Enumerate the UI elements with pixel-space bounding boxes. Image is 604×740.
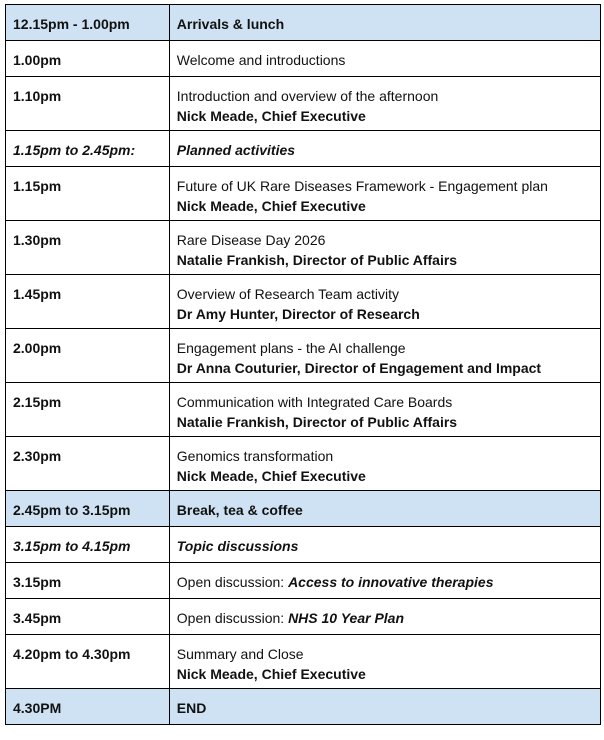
agenda-time: 1.30pm: [6, 221, 170, 275]
agenda-speaker: Dr Amy Hunter, Director of Research: [176, 305, 420, 322]
agenda-row-end: [6, 689, 601, 725]
agenda-time: 3.15pm: [6, 563, 170, 599]
agenda-title: Break, tea & coffee: [169, 491, 600, 527]
agenda-title-prefix: Open discussion:: [176, 574, 289, 590]
agenda-time: 2.45pm to 3.15pm: [6, 491, 170, 527]
agenda-time: 3.15pm to 4.15pm: [6, 527, 170, 563]
agenda-time: 4.30PM: [6, 689, 170, 725]
agenda-row-welcome: [6, 41, 601, 77]
agenda-row-break: [6, 491, 601, 527]
agenda-row-arrivals: [6, 5, 601, 41]
agenda-title: Overview of Research Team activity: [176, 286, 400, 302]
agenda-row-summary: [6, 635, 601, 689]
agenda-speaker: Nick Meade, Chief Executive: [176, 197, 366, 214]
agenda-section-planned-activities: [6, 131, 601, 167]
agenda-time: 1.15pm: [6, 167, 170, 221]
agenda-title: Welcome and introductions: [169, 41, 600, 77]
agenda-title-prefix: Open discussion:: [176, 610, 289, 626]
agenda-speaker: Nick Meade, Chief Executive: [176, 467, 366, 484]
agenda-title: Engagement plans - the AI challenge: [176, 340, 406, 356]
agenda-time: 1.15pm to 2.45pm:: [6, 131, 170, 167]
agenda-cell: [169, 563, 600, 599]
agenda-cell: [169, 167, 600, 221]
agenda-title: Rare Disease Day 2026: [176, 232, 326, 248]
agenda-section-topic-discussions: [6, 527, 601, 563]
agenda-time: 2.00pm: [6, 329, 170, 383]
agenda-cell: [169, 221, 600, 275]
agenda-cell: [169, 437, 600, 491]
agenda-row-innovative-therapies: [6, 563, 601, 599]
agenda-row-ai-challenge: [6, 329, 601, 383]
agenda-cell: [169, 275, 600, 329]
agenda-cell: [169, 329, 600, 383]
agenda-title: Arrivals & lunch: [169, 5, 600, 41]
agenda-title-emphasis: NHS 10 Year Plan: [288, 610, 405, 626]
agenda-title: Summary and Close: [176, 646, 304, 662]
agenda-row-nhs-plan: [6, 599, 601, 635]
agenda-time: 2.30pm: [6, 437, 170, 491]
agenda-time: 1.45pm: [6, 275, 170, 329]
agenda-time: 4.20pm to 4.30pm: [6, 635, 170, 689]
agenda-title: END: [169, 689, 600, 725]
agenda-speaker: Nick Meade, Chief Executive: [176, 107, 366, 124]
agenda-row-framework: [6, 167, 601, 221]
agenda-cell: [169, 599, 600, 635]
agenda-speaker: Natalie Frankish, Director of Public Affairs: [176, 251, 458, 268]
agenda-speaker: Natalie Frankish, Director of Public Affairs: [176, 413, 458, 430]
agenda-cell: [169, 383, 600, 437]
agenda-title-emphasis: Access to innovative therapies: [288, 574, 494, 590]
agenda-time: 3.45pm: [6, 599, 170, 635]
agenda-title: Communication with Integrated Care Boards: [176, 394, 453, 410]
agenda-row-rare-disease-day: [6, 221, 601, 275]
agenda-row-introduction: [6, 77, 601, 131]
agenda-time: 12.15pm - 1.00pm: [6, 5, 170, 41]
agenda-title: Genomics transformation: [176, 448, 334, 464]
agenda-speaker: Nick Meade, Chief Executive: [176, 665, 366, 682]
agenda-time: 1.00pm: [6, 41, 170, 77]
agenda-time: 1.10pm: [6, 77, 170, 131]
agenda-table: [5, 4, 601, 725]
agenda-cell: [169, 635, 600, 689]
agenda-section-title: Topic discussions: [169, 527, 600, 563]
agenda-title: Introduction and overview of the afternoon: [176, 88, 439, 104]
agenda-row-genomics: [6, 437, 601, 491]
agenda-row-research: [6, 275, 601, 329]
agenda-row-icb: [6, 383, 601, 437]
agenda-section-title: Planned activities: [169, 131, 600, 167]
agenda-cell: [169, 77, 600, 131]
agenda-speaker: Dr Anna Couturier, Director of Engagement and Impact: [176, 359, 542, 376]
agenda-title: Future of UK Rare Diseases Framework - Engagement plan: [176, 178, 548, 194]
agenda-time: 2.15pm: [6, 383, 170, 437]
